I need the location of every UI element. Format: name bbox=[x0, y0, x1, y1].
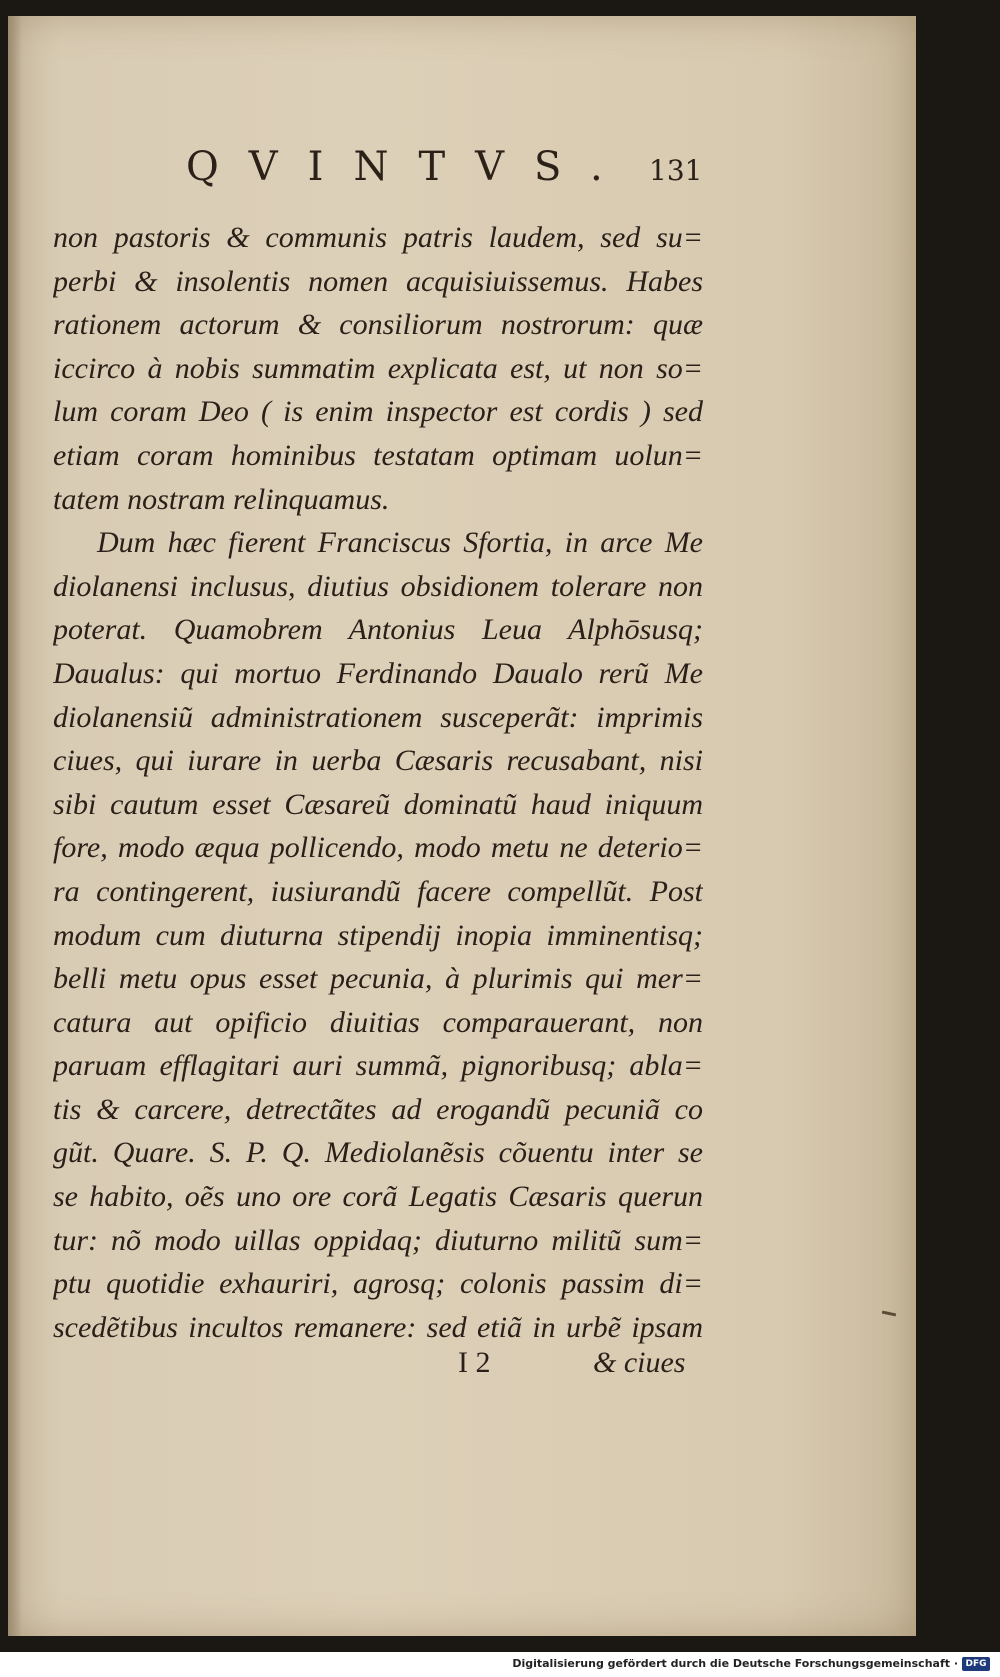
running-head bbox=[8, 144, 916, 194]
text-line: tatem nostram relinquamus. bbox=[53, 482, 390, 516]
text-line: perbi & insolentis nomen acquisiuissemus. Habes bbox=[53, 264, 703, 298]
text-line: lum coram Deo ( is enim inspector est cordis ) sed bbox=[53, 395, 703, 429]
text-line: catura aut opificio diuitias comparauerant, non bbox=[53, 1005, 703, 1039]
text-line: Daualus: qui mortuo Ferdinando Daualo rerũ Me bbox=[53, 656, 703, 690]
text-line: modum cum diuturna stipendij inopia imminentisq; bbox=[53, 918, 703, 952]
text-block bbox=[53, 216, 703, 1349]
text-line: rationem actorum & consiliorum nostrorum: quæ bbox=[53, 308, 703, 342]
text-line: iccirco à nobis summatim explicata est, ut non so= bbox=[53, 351, 703, 385]
text-line: ra contingerent, iusiurandũ facere compellũt. Post bbox=[53, 874, 703, 908]
text-line: fore, modo æqua pollicendo, modo metu ne deterio= bbox=[53, 831, 703, 865]
text-line: diolanensi inclusus, diutius obsidionem tolerare non bbox=[53, 569, 703, 603]
text-line: diolanensiũ administrationem susceperãt: imprimis bbox=[53, 700, 703, 734]
book-page bbox=[8, 16, 916, 1636]
text-line: tis & carcere, detrectãtes ad erogandũ pecuniã co bbox=[53, 1092, 703, 1126]
credit-bar bbox=[0, 1652, 1000, 1677]
text-line: scedẽtibus incultos remanere: sed etiã in urbẽ ipsam bbox=[53, 1310, 703, 1344]
text-line: non pastoris & communis patris laudem, sed su= bbox=[53, 221, 703, 254]
funding-credit: Digitalisierung gefördert durch die Deutsche Forschungsgemeinschaft · bbox=[512, 1657, 958, 1670]
page-number: 131 bbox=[649, 154, 703, 187]
text-line: etiam coram hominibus testatam optimam uolun= bbox=[53, 438, 703, 472]
page-footer bbox=[8, 1346, 916, 1386]
text-line: ciues, qui iurare in uerba Cæsaris recusabant, nisi bbox=[53, 744, 703, 778]
text-line: tur: nõ modo uillas oppidaq; diuturno militũ sum= bbox=[53, 1223, 703, 1257]
catchword: & ciues bbox=[593, 1346, 686, 1379]
text-line: poterat. Quamobrem Antonius Leua Alphōsusq; bbox=[53, 613, 703, 647]
text-line: paruam efflagitari auri summã, pignoribusq; abla= bbox=[53, 1049, 703, 1083]
text-line: belli metu opus esset pecunia, à plurimis qui mer= bbox=[53, 962, 703, 996]
margin-ink-mark bbox=[882, 1311, 896, 1317]
dfg-logo-icon: DFG bbox=[962, 1657, 990, 1671]
paragraph-start-line: Dum hæc fierent Franciscus Sfortia, in arce Me bbox=[97, 526, 703, 560]
page-gutter-shadow bbox=[8, 16, 22, 1636]
text-line: se habito, oẽs uno ore corã Legatis Cæsaris querun bbox=[53, 1180, 703, 1214]
text-line: ptu quotidie exhauriri, agrosq; colonis passim di= bbox=[53, 1267, 703, 1301]
running-head-title: QVINTVS. bbox=[186, 144, 633, 190]
text-line: sibi cautum esset Cæsareũ dominatũ haud iniquum bbox=[53, 787, 703, 821]
signature-mark: I 2 bbox=[458, 1346, 491, 1379]
text-line: gũt. Quare. S. P. Q. Mediolanẽsis cõuentu inter se bbox=[53, 1136, 703, 1170]
